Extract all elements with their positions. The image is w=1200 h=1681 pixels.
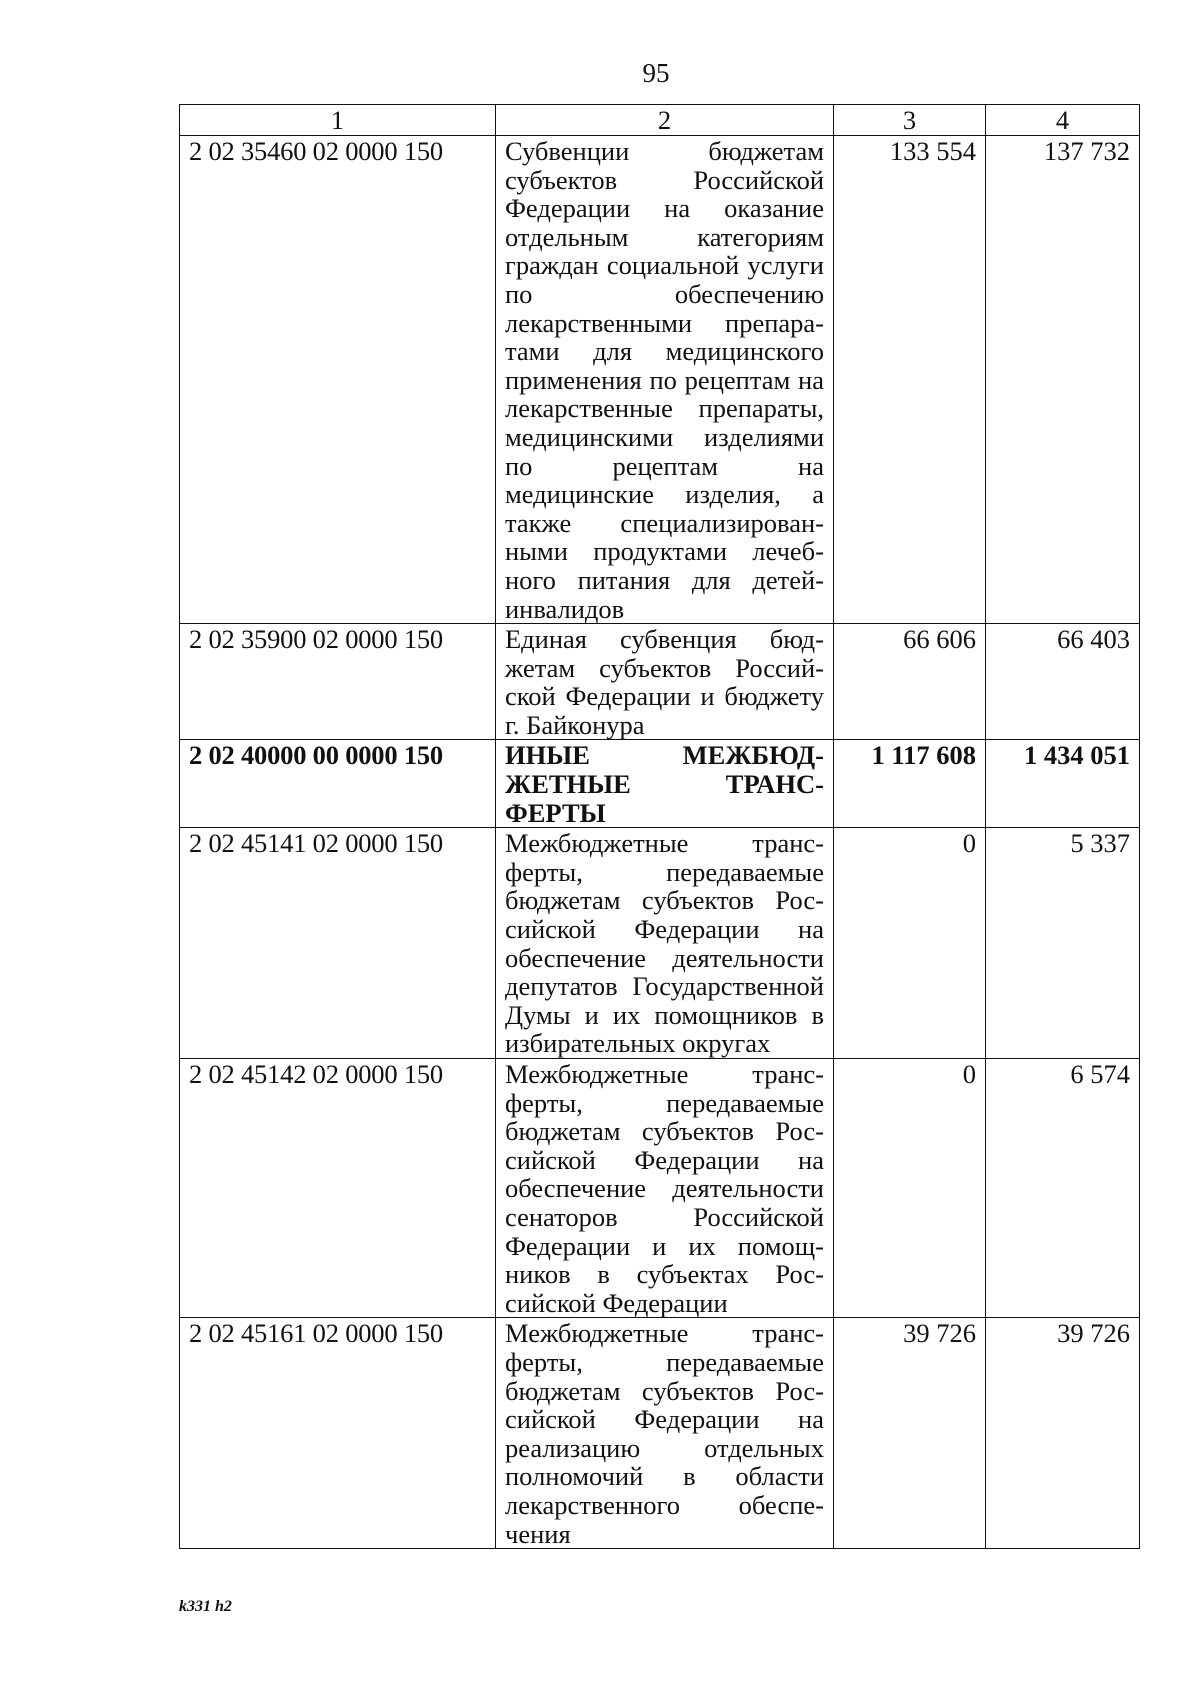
description-cell: Межбюджетные трансферты, передаваемые бюджетам субъектов Российской Федерации на реализацию отдельных полномочий в области лекарственного обеспечения — [496, 1318, 834, 1549]
amount-col4-cell: 6 574 — [986, 1059, 1140, 1318]
table-header-row — [180, 105, 1140, 136]
table-body — [180, 136, 1140, 1549]
table-row — [180, 740, 1140, 828]
amount-col4-cell: 1 434 051 — [986, 740, 1140, 828]
budget-table — [179, 104, 1140, 1549]
amount-col3-cell: 1 117 608 — [834, 740, 986, 828]
description-cell: Межбюджетные трансферты, передаваемые бюджетам субъектов Российской Федерации на обеспечение деятельности депутатов Государственной Думы и их помощников в избирательных округах — [496, 828, 834, 1059]
table-row — [180, 624, 1140, 740]
amount-col3-cell: 0 — [834, 1059, 986, 1318]
description-cell: Единая субвенция бюджетам субъектов Российской Федерации и бюджету г. Байконура — [496, 624, 834, 740]
classification-code-cell: 2 02 35460 02 0000 150 — [180, 136, 496, 624]
amount-col4-cell: 137 732 — [986, 136, 1140, 624]
amount-col4-cell: 66 403 — [986, 624, 1140, 740]
classification-code-cell: 2 02 45141 02 0000 150 — [180, 828, 496, 1059]
column-header-4: 4 — [986, 105, 1140, 136]
table-row — [180, 828, 1140, 1059]
classification-code-cell: 2 02 45142 02 0000 150 — [180, 1059, 496, 1318]
table-row — [180, 1318, 1140, 1549]
amount-col3-cell: 133 554 — [834, 136, 986, 624]
amount-col3-cell: 66 606 — [834, 624, 986, 740]
classification-code-cell: 2 02 40000 00 0000 150 — [180, 740, 496, 828]
column-header-1: 1 — [180, 105, 496, 136]
footer-document-code: k331 h2 — [179, 1598, 232, 1615]
description-cell: Субвенции бюджетам субъектов Российской Федерации на оказание отдельным категориям граждан социальной услуги по обеспечению лекарственными препаратами для медицинского применения по рецептам на лекарственные препараты, медицинскими изделиями по рецептам на медицинские изделия, а также специализированными продуктами лечебного питания для детей-инвалидов — [496, 136, 834, 624]
classification-code-cell: 2 02 35900 02 0000 150 — [180, 624, 496, 740]
description-cell: ИНЫЕ МЕЖБЮДЖЕТНЫЕ ТРАНСФЕРТЫ — [496, 740, 834, 828]
column-header-3: 3 — [834, 105, 986, 136]
column-header-2: 2 — [496, 105, 834, 136]
page-number: 95 — [642, 58, 670, 88]
amount-col3-cell: 39 726 — [834, 1318, 986, 1549]
table-row — [180, 1059, 1140, 1318]
table-row — [180, 136, 1140, 624]
description-cell: Межбюджетные трансферты, передаваемые бюджетам субъектов Российской Федерации на обеспечение деятельности сенаторов Российской Федерации и их помощников в субъектах Российской Федерации — [496, 1059, 834, 1318]
amount-col4-cell: 5 337 — [986, 828, 1140, 1059]
amount-col4-cell: 39 726 — [986, 1318, 1140, 1549]
classification-code-cell: 2 02 45161 02 0000 150 — [180, 1318, 496, 1549]
amount-col3-cell: 0 — [834, 828, 986, 1059]
